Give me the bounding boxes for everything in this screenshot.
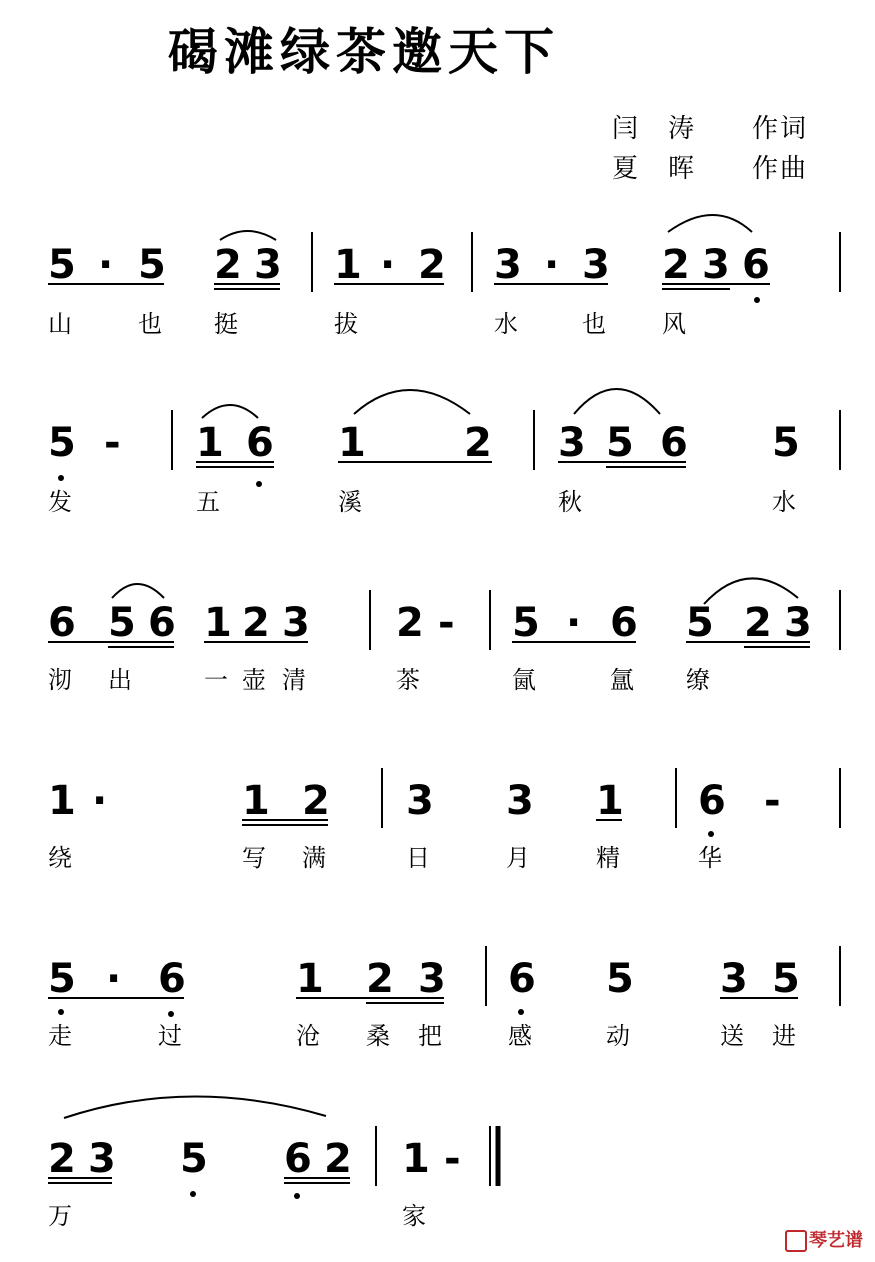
note: 1 [196, 420, 224, 466]
note: 3 [702, 242, 730, 288]
dot-extension: · [106, 956, 122, 1002]
lyric: 华 [698, 844, 722, 872]
low-octave-dot [58, 475, 64, 481]
note: 5 [48, 956, 76, 1002]
note: 5 [606, 420, 634, 466]
lyric: 水 [772, 488, 796, 516]
dot-extension: · [566, 600, 582, 646]
note: 5 [772, 956, 800, 1002]
lyric: 山 [48, 310, 72, 338]
note: 2 [418, 242, 446, 288]
lyric: 五 [196, 488, 220, 516]
note: 5 [686, 600, 714, 646]
slur [64, 1096, 326, 1118]
lyric: 感 [508, 1022, 532, 1050]
note: 1 [402, 1136, 430, 1182]
note: 2 [242, 600, 270, 646]
note: 6 [48, 600, 76, 646]
note: 5 [772, 420, 800, 466]
low-octave-dot [754, 297, 760, 303]
note: 6 [148, 600, 176, 646]
note: 1 [48, 778, 76, 824]
note: 5 [138, 242, 166, 288]
qin-logo-icon [785, 1230, 807, 1252]
lyric: 月 [506, 844, 530, 872]
score-row-4 [48, 768, 840, 872]
low-octave-dot [518, 1009, 524, 1015]
lyric: 桑 [366, 1022, 390, 1050]
lyric: 沧 [296, 1022, 320, 1050]
note: 5 [48, 242, 76, 288]
lyric: 茶 [396, 666, 420, 694]
score-row-5 [48, 946, 840, 1050]
dot-extension: · [544, 242, 560, 288]
lyric: 风 [662, 310, 686, 338]
watermark-logo [785, 1226, 863, 1252]
note: 3 [88, 1136, 116, 1182]
low-octave-dot [58, 1009, 64, 1015]
composer-credit: 夏 晖 作曲 [612, 154, 809, 184]
score-row-3 [48, 578, 840, 694]
lyricist-credit: 闫 涛 作词 [612, 114, 809, 144]
note: 1 [596, 778, 624, 824]
note: 1 [242, 778, 270, 824]
note: 3 [558, 420, 586, 466]
lyric: 沏 [48, 666, 72, 694]
note: 1 [334, 242, 362, 288]
dash-extension: - [444, 1136, 461, 1182]
low-octave-dot [294, 1193, 300, 1199]
note: 3 [494, 242, 522, 288]
lyric: 日 [406, 844, 430, 872]
lyric: 进 [772, 1022, 796, 1050]
lyric: 走 [48, 1022, 72, 1050]
low-octave-dot [256, 481, 262, 487]
lyric: 绕 [48, 844, 72, 872]
lyric: 也 [138, 310, 162, 338]
lyric: 溪 [338, 488, 362, 516]
dot-extension: · [380, 242, 396, 288]
lyric: 水 [494, 310, 518, 338]
lyric: 满 [302, 844, 326, 872]
note: 2 [48, 1136, 76, 1182]
note: 1 [204, 600, 232, 646]
note: 3 [720, 956, 748, 1002]
lyric: 一 [204, 666, 228, 694]
note: 5 [180, 1136, 208, 1182]
slur [112, 584, 164, 598]
lyric: 送 [720, 1022, 744, 1050]
note: 1 [338, 420, 366, 466]
note: 3 [784, 600, 812, 646]
note: 3 [282, 600, 310, 646]
note: 6 [610, 600, 638, 646]
note: 6 [698, 778, 726, 824]
note: 2 [214, 242, 242, 288]
note: 2 [396, 600, 424, 646]
slur [220, 231, 276, 240]
lyric: 挺 [214, 310, 238, 338]
lyric: 也 [582, 310, 606, 338]
dot-extension: · [98, 242, 114, 288]
dash-extension: - [764, 778, 781, 824]
note: 2 [366, 956, 394, 1002]
note: 6 [284, 1136, 312, 1182]
note: 2 [662, 242, 690, 288]
page-title: 碣滩绿茶邀天下 [168, 22, 560, 81]
note: 2 [464, 420, 492, 466]
lyric: 壶 [242, 666, 266, 694]
note: 5 [606, 956, 634, 1002]
note: 5 [48, 420, 76, 466]
low-octave-dot [708, 831, 714, 837]
lyric: 氤 [512, 666, 536, 694]
lyric: 精 [596, 844, 620, 872]
lyric: 万 [48, 1202, 72, 1230]
score-row-1 [48, 215, 840, 338]
lyric: 把 [418, 1022, 442, 1050]
note: 6 [742, 242, 770, 288]
note: 1 [296, 956, 324, 1002]
note: 6 [246, 420, 274, 466]
note: 5 [512, 600, 540, 646]
note: 3 [506, 778, 534, 824]
lyric: 秋 [558, 488, 582, 516]
lyric: 缭 [686, 666, 710, 694]
dash-extension: - [438, 600, 455, 646]
note: 3 [582, 242, 610, 288]
note: 6 [158, 956, 186, 1002]
lyric: 氲 [610, 666, 634, 694]
note: 2 [302, 778, 330, 824]
slur [668, 215, 752, 232]
lyric: 写 [242, 844, 266, 872]
lyric: 拔 [334, 310, 358, 338]
score-row-6 [48, 1096, 498, 1230]
note: 3 [418, 956, 446, 1002]
slur [202, 405, 258, 418]
watermark-text: 琴艺谱 [809, 1230, 863, 1251]
slur [574, 389, 660, 414]
lyric: 过 [158, 1022, 182, 1050]
note: 2 [744, 600, 772, 646]
dash-extension: - [104, 420, 121, 466]
note: 6 [508, 956, 536, 1002]
dot-extension: · [92, 778, 108, 824]
note: 2 [324, 1136, 352, 1182]
lyric: 出 [108, 666, 132, 694]
lyric: 发 [48, 488, 72, 516]
note: 5 [108, 600, 136, 646]
note: 6 [660, 420, 688, 466]
slur [354, 390, 470, 414]
lyric: 清 [282, 666, 306, 694]
low-octave-dot [190, 1191, 196, 1197]
low-octave-dot [168, 1011, 174, 1017]
lyric: 动 [606, 1022, 630, 1050]
note: 3 [406, 778, 434, 824]
lyric: 家 [402, 1202, 426, 1230]
note: 3 [254, 242, 282, 288]
score-row-2 [48, 389, 840, 516]
